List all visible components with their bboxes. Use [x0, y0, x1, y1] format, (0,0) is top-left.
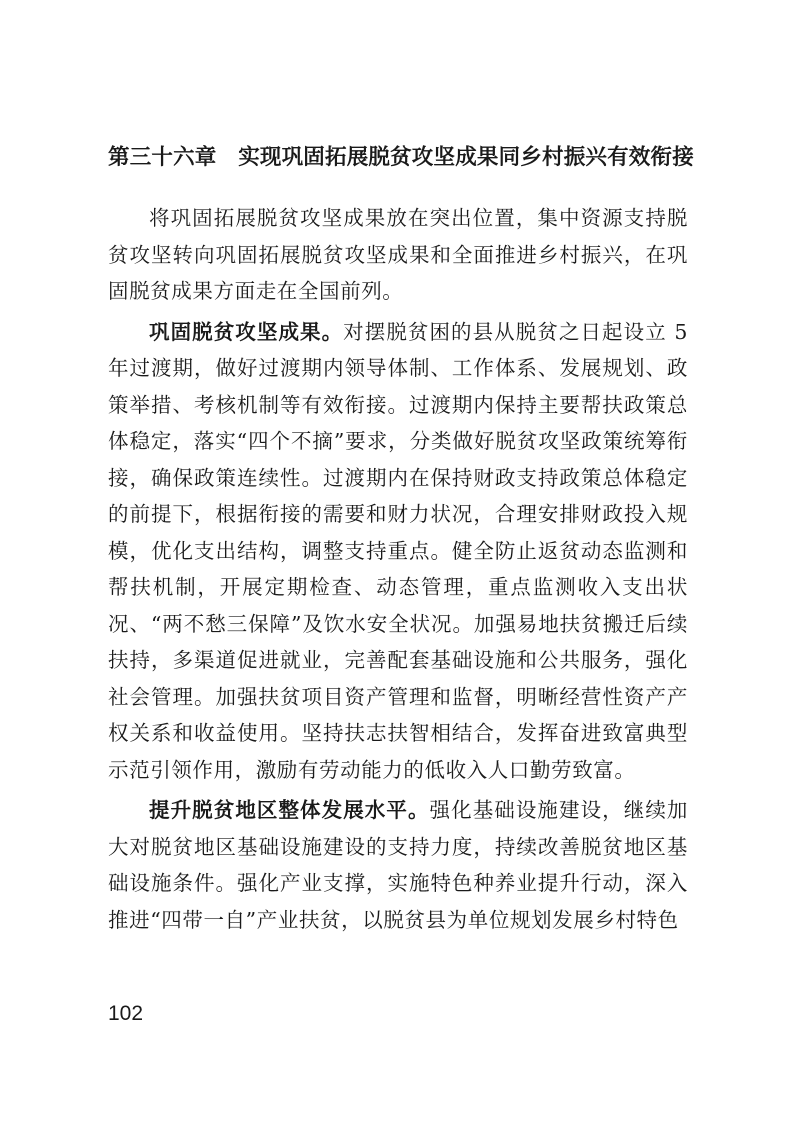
paragraph-lead: 巩固脱贫攻坚成果。 [149, 319, 344, 344]
page-number: 102 [108, 1002, 144, 1025]
paragraph-body: 强化基础设施建设，继续加大对脱贫地区基础设施建设的支持力度，持续改善脱贫地区基础设施条件。强化产业支撑，实施特色种养业提升行动，深入推进“四带一自”产业扶贫，以脱贫县为单位规划发展乡村特色 [108, 798, 688, 932]
paragraph-body: 对摆脱贫困的县从脱贫之日起设立 5 年过渡期，做好过渡期内领导体制、工作体系、发展规划、政策举措、考核机制等有效衔接。过渡期内保持主要帮扶政策总体稳定，落实“四个不摘”要求，分类做好脱贫攻坚政策统筹衔接，确保政策连续性。过渡期内在保持财政支持政策总体稳定的前提下，根据衔接的需要和财力状况，合理安排财政投入规模，优化支出结构，调整支持重点。健全防止返贫动态监测和帮扶机制，开展定期检查、动态管理，重点监测收入支出状况、“两不愁三保障”及饮水安全状况。加强易地扶贫搬迁后续扶持，多渠道促进就业，完善配套基础设施和公共服务，强化社会管理。加强扶贫项目资产管理和监督，明晰经营性资产产权关系和收益使用。坚持扶志扶智相结合，发挥奋进致富典型示范引领作用，激励有劳动能力的低收入人口勤劳致富。 [108, 319, 688, 782]
paragraph-consolidate [108, 314, 688, 789]
paragraph-lead: 提升脱贫地区整体发展水平。 [149, 798, 430, 822]
paragraph-intro [108, 200, 688, 310]
chapter-title: 第三十六章 实现巩固拓展脱贫攻坚成果同乡村振兴有效衔接 [108, 145, 694, 170]
paragraph-development [108, 792, 688, 938]
body-text [108, 200, 688, 942]
paragraph-body: 将巩固拓展脱贫攻坚成果放在突出位置，集中资源支持脱贫攻坚转向巩固拓展脱贫攻坚成果和全面推进乡村振兴，在巩固脱贫成果方面走在全国前列。 [108, 206, 688, 303]
